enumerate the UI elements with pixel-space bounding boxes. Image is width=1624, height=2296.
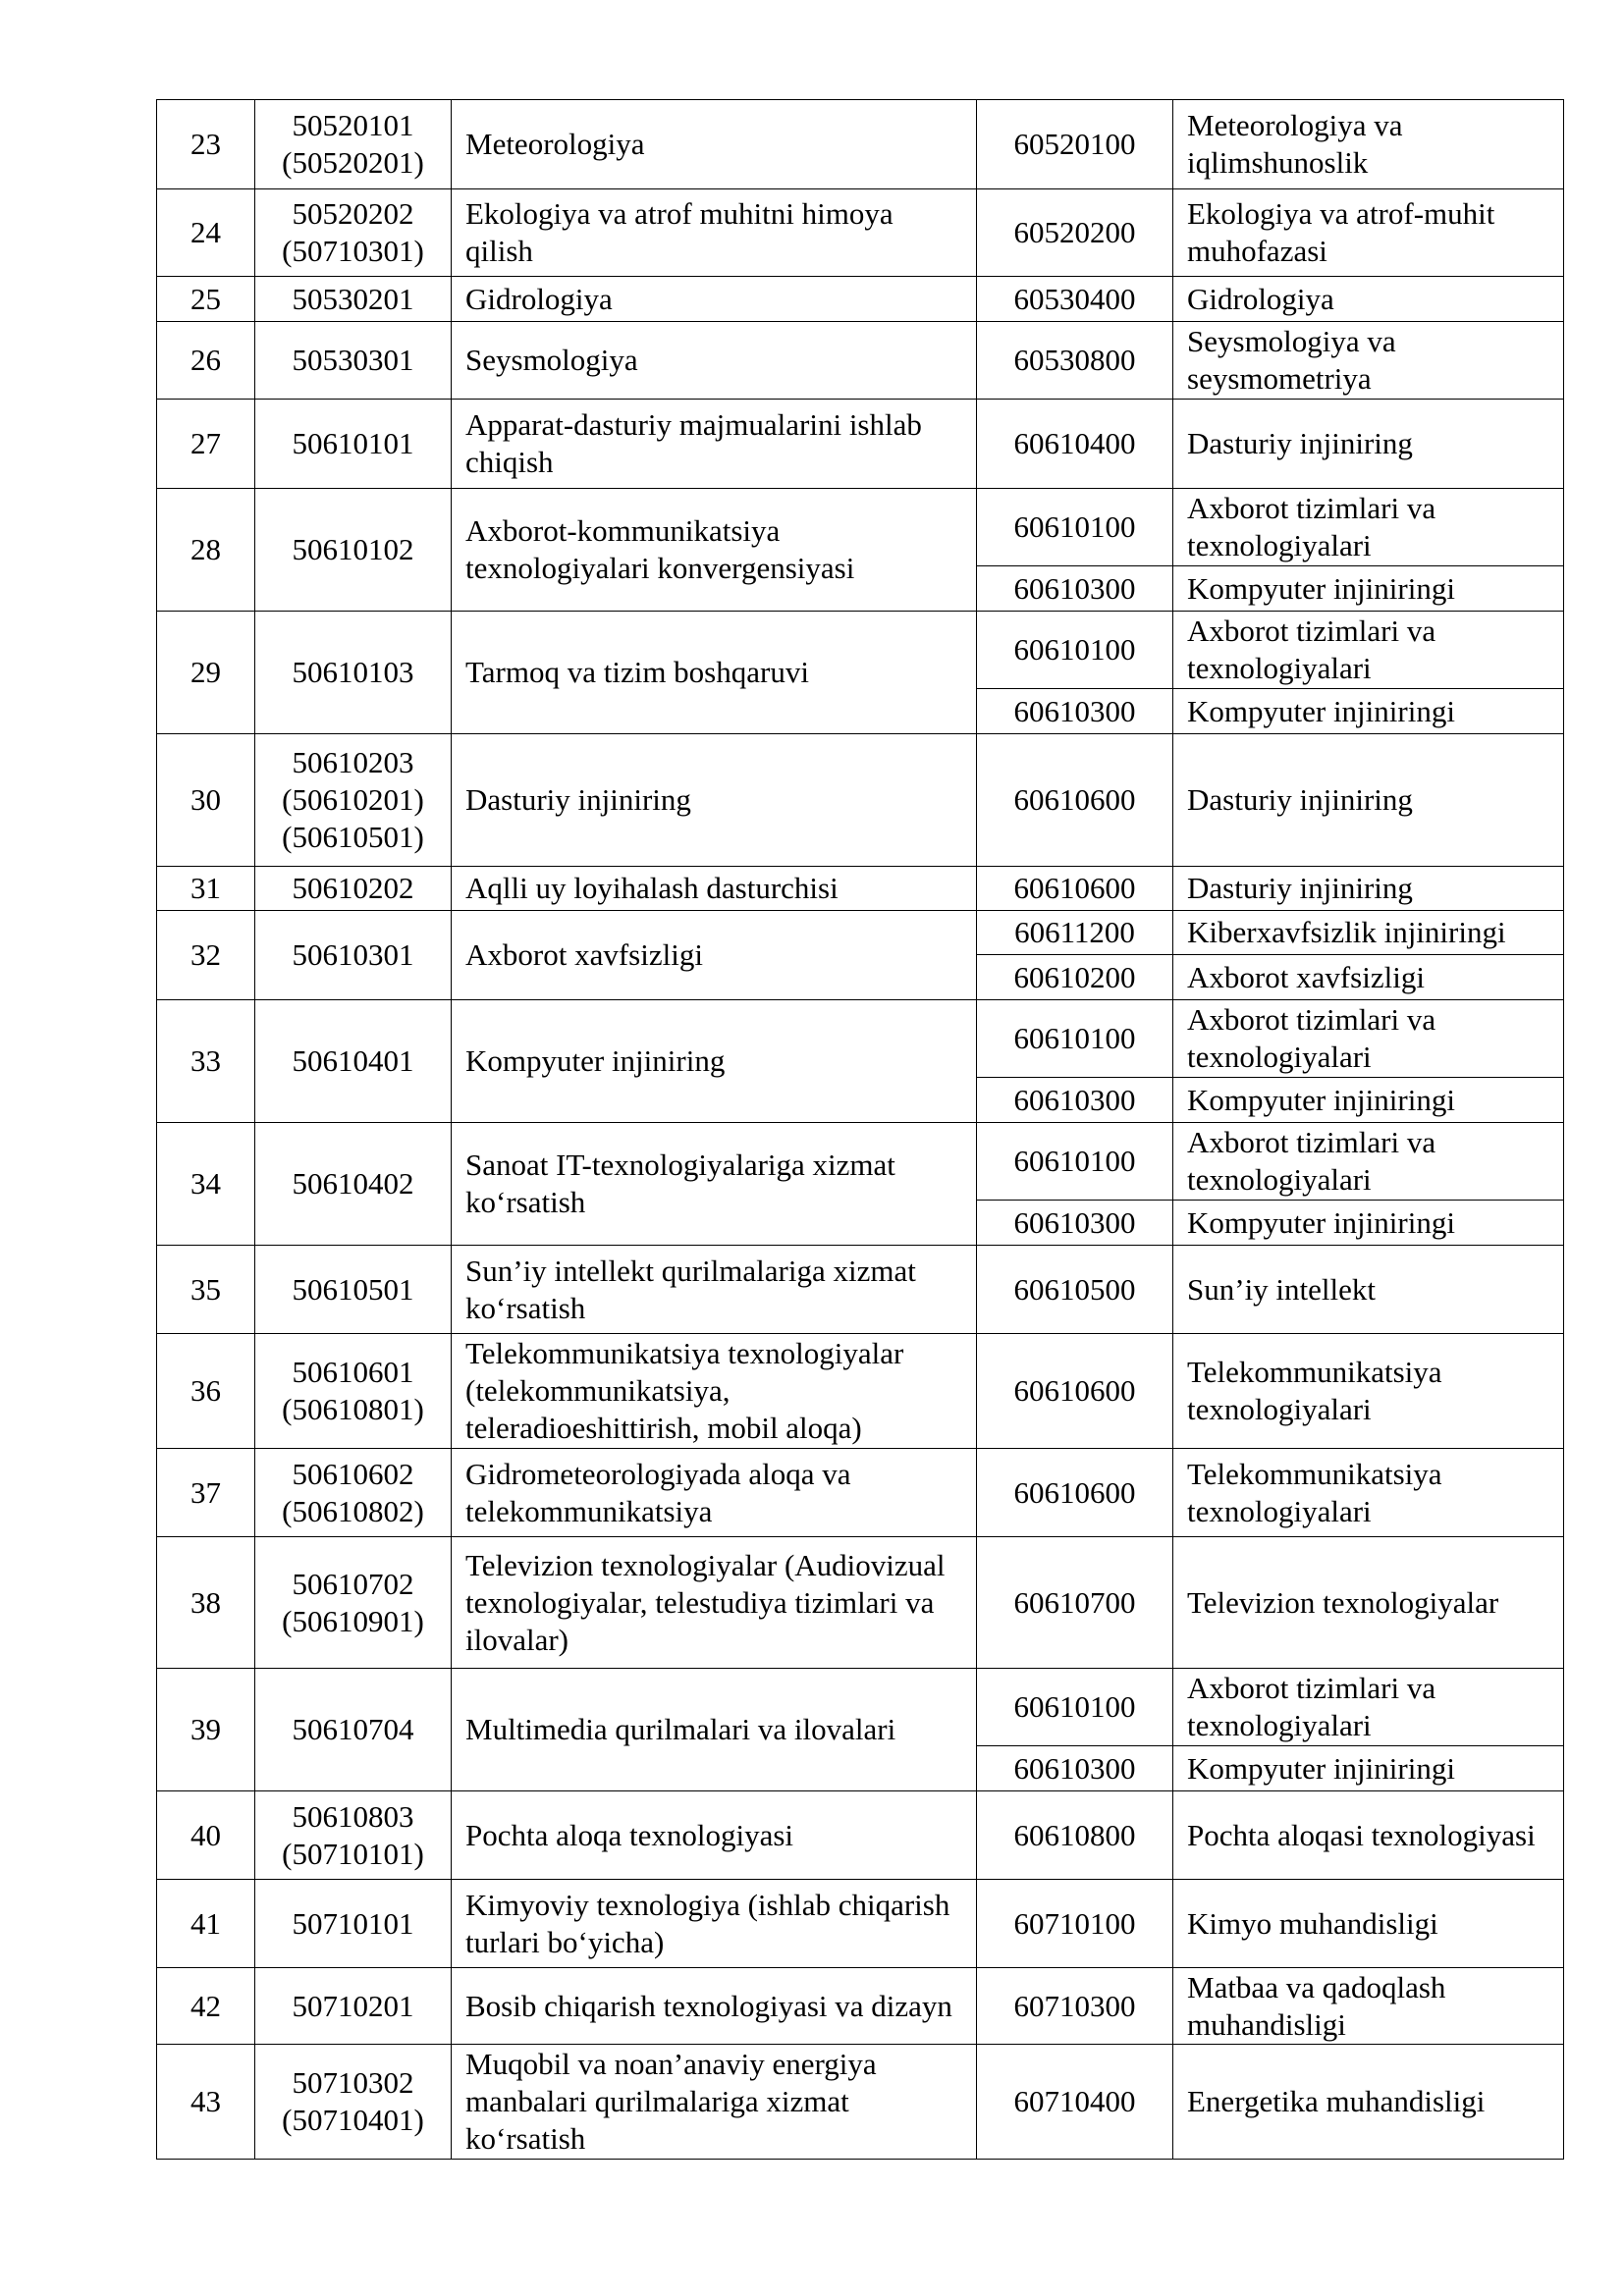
old-code-line: (50710101) xyxy=(282,1836,424,1871)
row-number-cell: 36 xyxy=(157,1334,255,1449)
table-row xyxy=(157,1537,1564,1669)
new-code-cell: 60610600 xyxy=(977,1334,1173,1449)
new-code-cell: 60520200 xyxy=(977,189,1173,277)
old-code-cell xyxy=(255,189,452,277)
new-specialty-name-cell: Dasturiy injiniring xyxy=(1173,734,1564,867)
old-code-line: 50610301 xyxy=(292,937,414,972)
new-specialty-name-cell: Axborot tizimlari va texnologiyalari xyxy=(1173,1000,1564,1078)
old-code-line: 50610402 xyxy=(292,1166,414,1201)
row-number-cell: 33 xyxy=(157,1000,255,1123)
new-code-cell: 60710100 xyxy=(977,1880,1173,1968)
old-specialty-name-cell: Apparat-dasturiy majmualarini ishlab chiqish xyxy=(452,400,977,489)
old-code-line: 50610602 xyxy=(292,1456,414,1491)
new-code-cell: 60611200 xyxy=(977,911,1173,955)
new-specialty-name-cell: Kompyuter injiniringi xyxy=(1173,1078,1564,1123)
table-row xyxy=(157,734,1564,867)
old-code-line: 50610704 xyxy=(292,1712,414,1746)
table-row xyxy=(157,1669,1564,1746)
new-specialty-name-cell: Seysmologiya va seysmometriya xyxy=(1173,322,1564,400)
new-specialty-name-cell: Televizion texnologiyalar xyxy=(1173,1537,1564,1669)
new-specialty-name-cell: Kompyuter injiniringi xyxy=(1173,1746,1564,1791)
row-number-cell: 27 xyxy=(157,400,255,489)
row-number-cell: 39 xyxy=(157,1669,255,1791)
new-code-cell: 60610100 xyxy=(977,1000,1173,1078)
new-code-cell: 60610600 xyxy=(977,734,1173,867)
old-code-line: (50710301) xyxy=(282,234,424,268)
old-code-cell xyxy=(255,1669,452,1791)
row-number-cell: 29 xyxy=(157,612,255,734)
old-code-cell xyxy=(255,1537,452,1669)
new-code-cell: 60610200 xyxy=(977,955,1173,1000)
old-code-line: (50610801) xyxy=(282,1392,424,1426)
row-number-cell: 34 xyxy=(157,1123,255,1246)
new-code-cell: 60610600 xyxy=(977,1449,1173,1537)
old-specialty-name-cell: Gidrometeorologiyada aloqa va telekommunikatsiya xyxy=(452,1449,977,1537)
old-specialty-name-cell: Dasturiy injiniring xyxy=(452,734,977,867)
table-row xyxy=(157,1791,1564,1880)
new-code-cell: 60610400 xyxy=(977,400,1173,489)
old-code-line: 50610101 xyxy=(292,426,414,460)
table-row xyxy=(157,1246,1564,1334)
new-specialty-name-cell: Meteorologiya va iqlimshunoslik xyxy=(1173,100,1564,189)
new-specialty-name-cell: Axborot xavfsizligi xyxy=(1173,955,1564,1000)
new-code-cell: 60530400 xyxy=(977,277,1173,322)
new-specialty-name-cell: Axborot tizimlari va texnologiyalari xyxy=(1173,612,1564,689)
old-code-cell xyxy=(255,400,452,489)
old-code-line: 50710201 xyxy=(292,1988,414,2023)
new-specialty-name-cell: Gidrologiya xyxy=(1173,277,1564,322)
old-code-line: (50610901) xyxy=(282,1603,424,1638)
row-number-cell: 42 xyxy=(157,1968,255,2045)
old-specialty-name-cell: Aqlli uy loyihalash dasturchisi xyxy=(452,867,977,911)
row-number-cell: 23 xyxy=(157,100,255,189)
new-specialty-name-cell: Energetika muhandisligi xyxy=(1173,2045,1564,2160)
table-body xyxy=(157,100,1564,2160)
row-number-cell: 28 xyxy=(157,489,255,612)
new-specialty-name-cell: Pochta aloqasi texnologiyasi xyxy=(1173,1791,1564,1880)
old-code-line: 50610401 xyxy=(292,1043,414,1078)
row-number-cell: 32 xyxy=(157,911,255,1000)
new-code-cell: 60520100 xyxy=(977,100,1173,189)
table-row xyxy=(157,1000,1564,1078)
old-code-cell xyxy=(255,1000,452,1123)
old-code-line: (50710401) xyxy=(282,2103,424,2137)
old-code-line: 50530301 xyxy=(292,343,414,377)
old-code-line: 50610203 xyxy=(292,745,414,779)
old-specialty-name-cell: Seysmologiya xyxy=(452,322,977,400)
row-number-cell: 40 xyxy=(157,1791,255,1880)
old-code-cell xyxy=(255,322,452,400)
old-specialty-name-cell: Axborot xavfsizligi xyxy=(452,911,977,1000)
table-row xyxy=(157,612,1564,689)
table-row xyxy=(157,867,1564,911)
old-code-cell xyxy=(255,100,452,189)
old-code-line: (50610802) xyxy=(282,1493,424,1528)
old-code-line: 50710302 xyxy=(292,2065,414,2100)
new-code-cell: 60610100 xyxy=(977,1669,1173,1746)
old-code-cell xyxy=(255,1880,452,1968)
old-code-line: 50520101 xyxy=(292,108,414,142)
table-row xyxy=(157,189,1564,277)
old-code-cell xyxy=(255,1334,452,1449)
old-specialty-name-cell: Kimyoviy texnologiya (ishlab chiqarish turlari bo‘yicha) xyxy=(452,1880,977,1968)
new-code-cell: 60610100 xyxy=(977,489,1173,566)
old-code-cell xyxy=(255,734,452,867)
row-number-cell: 41 xyxy=(157,1880,255,1968)
old-code-line: 50610702 xyxy=(292,1566,414,1601)
old-code-cell xyxy=(255,867,452,911)
new-specialty-name-cell: Matbaa va qadoqlash muhandisligi xyxy=(1173,1968,1564,2045)
row-number-cell: 37 xyxy=(157,1449,255,1537)
old-code-cell xyxy=(255,489,452,612)
table-row xyxy=(157,911,1564,955)
old-specialty-name-cell: Muqobil va noan’anaviy energiya manbalari qurilmalariga xizmat ko‘rsatish xyxy=(452,2045,977,2160)
new-specialty-name-cell: Telekommunikatsiya texnologiyalari xyxy=(1173,1449,1564,1537)
old-code-cell xyxy=(255,1123,452,1246)
old-code-cell xyxy=(255,1968,452,2045)
old-code-cell xyxy=(255,2045,452,2160)
row-number-cell: 43 xyxy=(157,2045,255,2160)
new-code-cell: 60610300 xyxy=(977,1201,1173,1246)
new-code-cell: 60610300 xyxy=(977,566,1173,612)
old-code-cell xyxy=(255,1449,452,1537)
new-code-cell: 60710300 xyxy=(977,1968,1173,2045)
new-specialty-name-cell: Kompyuter injiniringi xyxy=(1173,689,1564,734)
old-code-line: 50610102 xyxy=(292,532,414,566)
new-specialty-name-cell: Kompyuter injiniringi xyxy=(1173,566,1564,612)
table-row xyxy=(157,400,1564,489)
table-row xyxy=(157,1449,1564,1537)
new-code-cell: 60610300 xyxy=(977,689,1173,734)
table-row xyxy=(157,489,1564,566)
old-specialty-name-cell: Telekommunikatsiya texnologiyalar (telekommunikatsiya, teleradioeshittirish, mobil aloqa) xyxy=(452,1334,977,1449)
new-code-cell: 60610500 xyxy=(977,1246,1173,1334)
new-specialty-name-cell: Kompyuter injiniringi xyxy=(1173,1201,1564,1246)
new-specialty-name-cell: Kiberxavfsizlik injiniringi xyxy=(1173,911,1564,955)
new-code-cell: 60610100 xyxy=(977,612,1173,689)
old-code-line: 50530201 xyxy=(292,281,414,316)
old-code-line: (50610201) xyxy=(282,782,424,817)
old-specialty-name-cell: Tarmoq va tizim boshqaruvi xyxy=(452,612,977,734)
new-specialty-name-cell: Ekologiya va atrof-muhit muhofazasi xyxy=(1173,189,1564,277)
old-code-line: 50520202 xyxy=(292,196,414,231)
new-specialty-name-cell: Axborot tizimlari va texnologiyalari xyxy=(1173,1669,1564,1746)
old-code-cell xyxy=(255,1246,452,1334)
table-row xyxy=(157,277,1564,322)
row-number-cell: 31 xyxy=(157,867,255,911)
old-code-line: 50610103 xyxy=(292,655,414,689)
row-number-cell: 26 xyxy=(157,322,255,400)
old-code-cell xyxy=(255,277,452,322)
row-number-cell: 25 xyxy=(157,277,255,322)
old-specialty-name-cell: Televizion texnologiyalar (Audiovizual texnologiyalar, telestudiya tizimlari va ilovalar) xyxy=(452,1537,977,1669)
new-specialty-name-cell: Kimyo muhandisligi xyxy=(1173,1880,1564,1968)
old-code-line: 50610202 xyxy=(292,871,414,905)
new-code-cell: 60610300 xyxy=(977,1746,1173,1791)
old-code-line: 50710101 xyxy=(292,1905,414,1941)
old-specialty-name-cell: Gidrologiya xyxy=(452,277,977,322)
new-specialty-name-cell: Dasturiy injiniring xyxy=(1173,400,1564,489)
table-row xyxy=(157,322,1564,400)
table-row xyxy=(157,1334,1564,1449)
old-specialty-name-cell: Multimedia qurilmalari va ilovalari xyxy=(452,1669,977,1791)
new-code-cell: 60610800 xyxy=(977,1791,1173,1880)
new-code-cell: 60710400 xyxy=(977,2045,1173,2160)
row-number-cell: 35 xyxy=(157,1246,255,1334)
old-code-line: (50520201) xyxy=(282,145,424,180)
old-code-cell xyxy=(255,911,452,1000)
new-code-cell: 60530800 xyxy=(977,322,1173,400)
row-number-cell: 30 xyxy=(157,734,255,867)
old-specialty-name-cell: Sun’iy intellekt qurilmalariga xizmat ko‘rsatish xyxy=(452,1246,977,1334)
table-row xyxy=(157,2045,1564,2160)
new-code-cell: 60610100 xyxy=(977,1123,1173,1201)
old-code-cell xyxy=(255,612,452,734)
old-specialty-name-cell: Kompyuter injiniring xyxy=(452,1000,977,1123)
old-code-line: 50610501 xyxy=(292,1271,414,1307)
new-specialty-name-cell: Axborot tizimlari va texnologiyalari xyxy=(1173,1123,1564,1201)
old-specialty-name-cell: Meteorologiya xyxy=(452,100,977,189)
old-specialty-name-cell: Bosib chiqarish texnologiyasi va dizayn xyxy=(452,1968,977,2045)
new-specialty-name-cell: Dasturiy injiniring xyxy=(1173,867,1564,911)
old-specialty-name-cell: Sanoat IT-texnologiyalariga xizmat ko‘rsatish xyxy=(452,1123,977,1246)
old-code-line: 50610601 xyxy=(292,1355,414,1389)
new-specialty-name-cell: Telekommunikatsiya texnologiyalari xyxy=(1173,1334,1564,1449)
old-code-line: (50610501) xyxy=(282,820,424,854)
specialties-table xyxy=(156,99,1564,2160)
new-code-cell: 60610600 xyxy=(977,867,1173,911)
table-row xyxy=(157,1880,1564,1968)
old-code-line: 50610803 xyxy=(292,1798,414,1834)
table-row xyxy=(157,1123,1564,1201)
row-number-cell: 38 xyxy=(157,1537,255,1669)
old-code-cell xyxy=(255,1791,452,1880)
new-code-cell: 60610700 xyxy=(977,1537,1173,1669)
table-row xyxy=(157,100,1564,189)
table-row xyxy=(157,1968,1564,2045)
new-code-cell: 60610300 xyxy=(977,1078,1173,1123)
old-specialty-name-cell: Axborot-kommunikatsiya texnologiyalari konvergensiyasi xyxy=(452,489,977,612)
old-specialty-name-cell: Ekologiya va atrof muhitni himoya qilish xyxy=(452,189,977,277)
old-specialty-name-cell: Pochta aloqa texnologiyasi xyxy=(452,1791,977,1880)
new-specialty-name-cell: Axborot tizimlari va texnologiyalari xyxy=(1173,489,1564,566)
row-number-cell: 24 xyxy=(157,189,255,277)
new-specialty-name-cell: Sun’iy intellekt xyxy=(1173,1246,1564,1334)
